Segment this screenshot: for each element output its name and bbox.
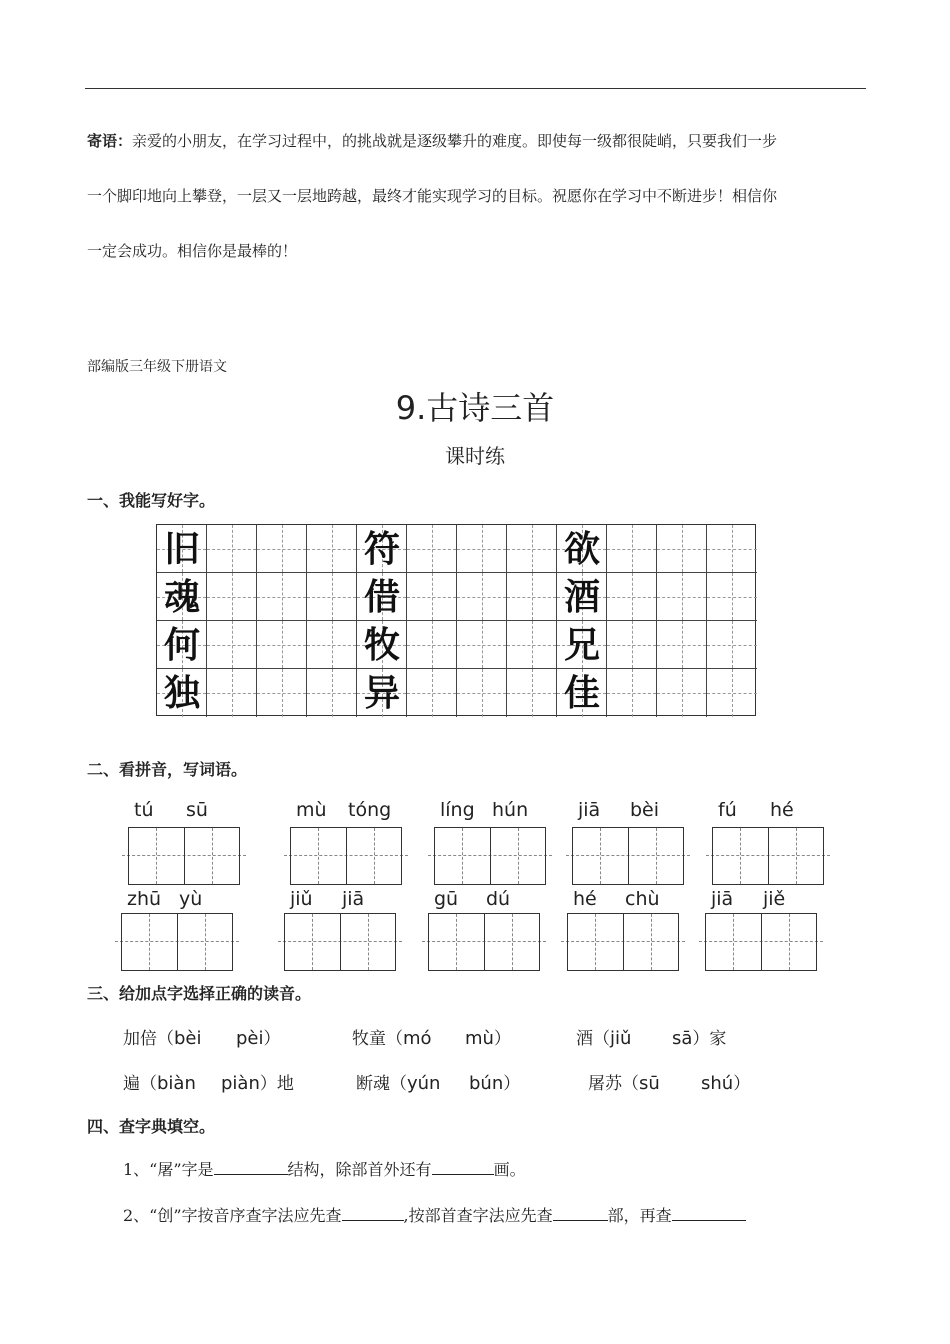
character-cell[interactable]: [346, 828, 402, 884]
page-subtitle: 课时练: [445, 444, 505, 468]
pronunciation-item: [123, 1069, 294, 1094]
item-word: 断魂（: [356, 1074, 407, 1094]
model-character: 符: [363, 528, 400, 570]
reading-option[interactable]: bún: [469, 1073, 504, 1094]
q1-blank-2[interactable]: [432, 1160, 494, 1175]
section1-heading: 一、我能写好字。: [87, 491, 216, 510]
intro-label: 寄语：: [87, 132, 133, 150]
grid-cell[interactable]: [457, 573, 507, 621]
header-rule: [85, 88, 866, 89]
pinyin-syllable: jiǔ: [290, 888, 313, 910]
model-character: 借: [363, 576, 400, 618]
grid-cell[interactable]: [457, 669, 507, 717]
pronunciation-item: [352, 1024, 511, 1049]
model-character: 兄: [563, 624, 600, 666]
grid-cell[interactable]: [207, 573, 257, 621]
question-4-2: [123, 1203, 746, 1226]
pinyin-syllable: jiě: [763, 888, 786, 910]
q1-blank-1[interactable]: [214, 1160, 288, 1175]
reading-option[interactable]: shú: [701, 1073, 734, 1094]
grid-cell[interactable]: [207, 525, 257, 573]
pronunciation-item: [123, 1024, 281, 1049]
grid-cell[interactable]: [307, 525, 357, 573]
reading-option[interactable]: pèi: [236, 1028, 264, 1049]
word-writing-box[interactable]: [434, 827, 546, 885]
model-character: 魂: [163, 576, 200, 618]
word-writing-box[interactable]: [128, 827, 240, 885]
item-suffix: ）: [733, 1074, 751, 1094]
grid-cell[interactable]: [707, 669, 757, 717]
grid-cell[interactable]: [607, 525, 657, 573]
page-title: 9.古诗三首: [395, 389, 555, 427]
grid-cell[interactable]: [657, 525, 707, 573]
grid-cell[interactable]: [507, 669, 557, 717]
grid-cell[interactable]: [407, 573, 457, 621]
word-writing-box[interactable]: [712, 827, 824, 885]
word-writing-box[interactable]: [567, 913, 679, 971]
pinyin-syllable: gū: [434, 888, 459, 910]
grid-cell[interactable]: [707, 525, 757, 573]
word-writing-box[interactable]: [290, 827, 402, 885]
q2-text-c: 部，再查: [607, 1206, 672, 1225]
grid-cell[interactable]: [307, 573, 357, 621]
item-word: 酒（: [576, 1029, 610, 1049]
grid-cell[interactable]: [657, 573, 707, 621]
item-suffix: ）: [263, 1029, 281, 1049]
intro-line-2: 一个脚印地向上攀登，一层又一层地跨越，最终才能实现学习的目标。祝愿你在学习中不断进步！相信你: [87, 187, 778, 205]
model-character: 异: [363, 672, 400, 714]
character-cell[interactable]: [705, 914, 761, 970]
grid-cell[interactable]: [707, 621, 757, 669]
q1-text-c: 画。: [493, 1160, 526, 1179]
pinyin-syllable: mù: [296, 799, 327, 821]
model-character: 酒: [563, 576, 600, 618]
pinyin-syllable: jiā: [342, 888, 365, 910]
pinyin-syllable: yù: [179, 888, 203, 910]
grid-cell[interactable]: [407, 525, 457, 573]
grid-cell[interactable]: [407, 669, 457, 717]
item-word: 屠苏（: [588, 1074, 639, 1094]
character-cell[interactable]: [434, 828, 490, 884]
grid-cell[interactable]: [207, 669, 257, 717]
model-character: 独: [163, 672, 200, 714]
pinyin-syllable: jiā: [578, 799, 601, 821]
item-word: 牧童（: [352, 1029, 403, 1049]
model-character: 牧: [363, 624, 400, 666]
pinyin-syllable: hé: [573, 888, 597, 910]
character-cell[interactable]: [428, 914, 484, 970]
q2-text-b: ,按部首查字法应先查: [403, 1206, 553, 1225]
grid-cell[interactable]: [257, 525, 307, 573]
model-character: 欲: [563, 528, 600, 570]
grid-cell[interactable]: [507, 621, 557, 669]
model-character: 何: [163, 624, 200, 666]
grid-cell[interactable]: [307, 669, 357, 717]
q1-text-a: 1、“屠”字是: [123, 1160, 214, 1179]
q2-text-a: 2、“创”字按音序查字法应先查: [123, 1206, 342, 1225]
writing-grid: [156, 524, 756, 716]
pinyin-syllable: chù: [625, 888, 660, 910]
grid-cell[interactable]: [607, 621, 657, 669]
pinyin-syllable: fú: [718, 799, 737, 821]
intro-line-1: [87, 134, 877, 149]
item-suffix: ）地: [259, 1074, 294, 1094]
grid-cell[interactable]: [257, 573, 307, 621]
character-cell[interactable]: [128, 828, 184, 884]
grid-cell[interactable]: [457, 525, 507, 573]
character-cell[interactable]: [572, 828, 628, 884]
pinyin-syllable: zhū: [127, 888, 162, 910]
character-cell[interactable]: [177, 914, 233, 970]
pinyin-syllable: tóng: [348, 799, 392, 821]
grid-cell[interactable]: [257, 669, 307, 717]
item-word: 加倍（: [123, 1029, 174, 1049]
grid-cell[interactable]: [657, 669, 707, 717]
grid-cell[interactable]: [507, 525, 557, 573]
grid-cell[interactable]: [457, 621, 507, 669]
item-suffix: ）家: [692, 1029, 727, 1049]
intro-line-3: 一定会成功。相信你是最棒的！: [87, 242, 298, 260]
pinyin-syllable: líng: [440, 799, 475, 821]
grid-cell[interactable]: [657, 621, 707, 669]
intro-text-1: 亲爱的小朋友，在学习过程中，的挑战就是逐级攀升的难度。即使每一级都很陡峭，只要我们一步: [132, 132, 778, 150]
reading-option[interactable]: sū: [639, 1073, 660, 1094]
q2-blank-2[interactable]: [553, 1206, 608, 1221]
reading-option[interactable]: sā: [672, 1028, 693, 1049]
grid-cell[interactable]: [257, 621, 307, 669]
word-writing-box[interactable]: [284, 913, 396, 971]
word-writing-box[interactable]: [705, 913, 817, 971]
character-cell[interactable]: [340, 914, 396, 970]
pinyin-syllable: hé: [770, 799, 794, 821]
pronunciation-item: [576, 1024, 726, 1049]
character-cell[interactable]: [484, 914, 540, 970]
pinyin-syllable: jiā: [711, 888, 734, 910]
pronunciation-item: [588, 1069, 750, 1094]
character-cell[interactable]: [284, 914, 340, 970]
model-character: 佳: [563, 672, 600, 714]
section4-heading: 四、查字典填空。: [87, 1117, 216, 1136]
reading-option[interactable]: biàn: [157, 1073, 196, 1094]
character-cell[interactable]: [628, 828, 684, 884]
pinyin-syllable: tú: [134, 799, 154, 821]
character-cell[interactable]: [290, 828, 346, 884]
reading-option[interactable]: piàn: [221, 1073, 260, 1094]
character-cell[interactable]: [768, 828, 824, 884]
grid-cell[interactable]: [307, 621, 357, 669]
q2-blank-3[interactable]: [672, 1206, 746, 1221]
word-writing-box[interactable]: [572, 827, 684, 885]
model-character: 旧: [163, 528, 200, 570]
subject-label: 部编版三年级下册语文: [87, 359, 227, 375]
item-suffix: ）: [503, 1074, 521, 1094]
item-word: 遍（: [123, 1074, 157, 1094]
grid-cell[interactable]: [407, 621, 457, 669]
word-writing-box[interactable]: [121, 913, 233, 971]
question-4-1: [123, 1157, 526, 1180]
reading-option[interactable]: yún: [407, 1073, 441, 1094]
pinyin-syllable: bèi: [630, 799, 660, 821]
pinyin-syllable: sū: [186, 799, 208, 821]
reading-option[interactable]: mù: [465, 1028, 494, 1049]
character-cell[interactable]: [184, 828, 240, 884]
grid-cell[interactable]: [607, 669, 657, 717]
character-cell[interactable]: [761, 914, 817, 970]
character-cell[interactable]: [121, 914, 177, 970]
q1-text-b: 结构，除部首外还有: [287, 1160, 432, 1179]
reading-option[interactable]: mó: [403, 1028, 432, 1049]
character-cell[interactable]: [712, 828, 768, 884]
grid-cell[interactable]: [607, 573, 657, 621]
character-cell[interactable]: [567, 914, 623, 970]
pronunciation-item: [356, 1069, 520, 1094]
grid-cell[interactable]: [507, 573, 557, 621]
pinyin-syllable: dú: [486, 888, 511, 910]
q2-blank-1[interactable]: [342, 1206, 404, 1221]
reading-option[interactable]: jiǔ: [610, 1028, 632, 1049]
character-cell[interactable]: [490, 828, 546, 884]
word-writing-box[interactable]: [428, 913, 540, 971]
pinyin-syllable: hún: [492, 799, 529, 821]
character-cell[interactable]: [623, 914, 679, 970]
grid-cell[interactable]: [707, 573, 757, 621]
grid-cell[interactable]: [207, 621, 257, 669]
section2-heading: 二、看拼音，写词语。: [87, 760, 248, 779]
section3-heading: 三、给加点字选择正确的读音。: [87, 984, 312, 1003]
item-suffix: ）: [493, 1029, 511, 1049]
reading-option[interactable]: bèi: [174, 1028, 202, 1049]
